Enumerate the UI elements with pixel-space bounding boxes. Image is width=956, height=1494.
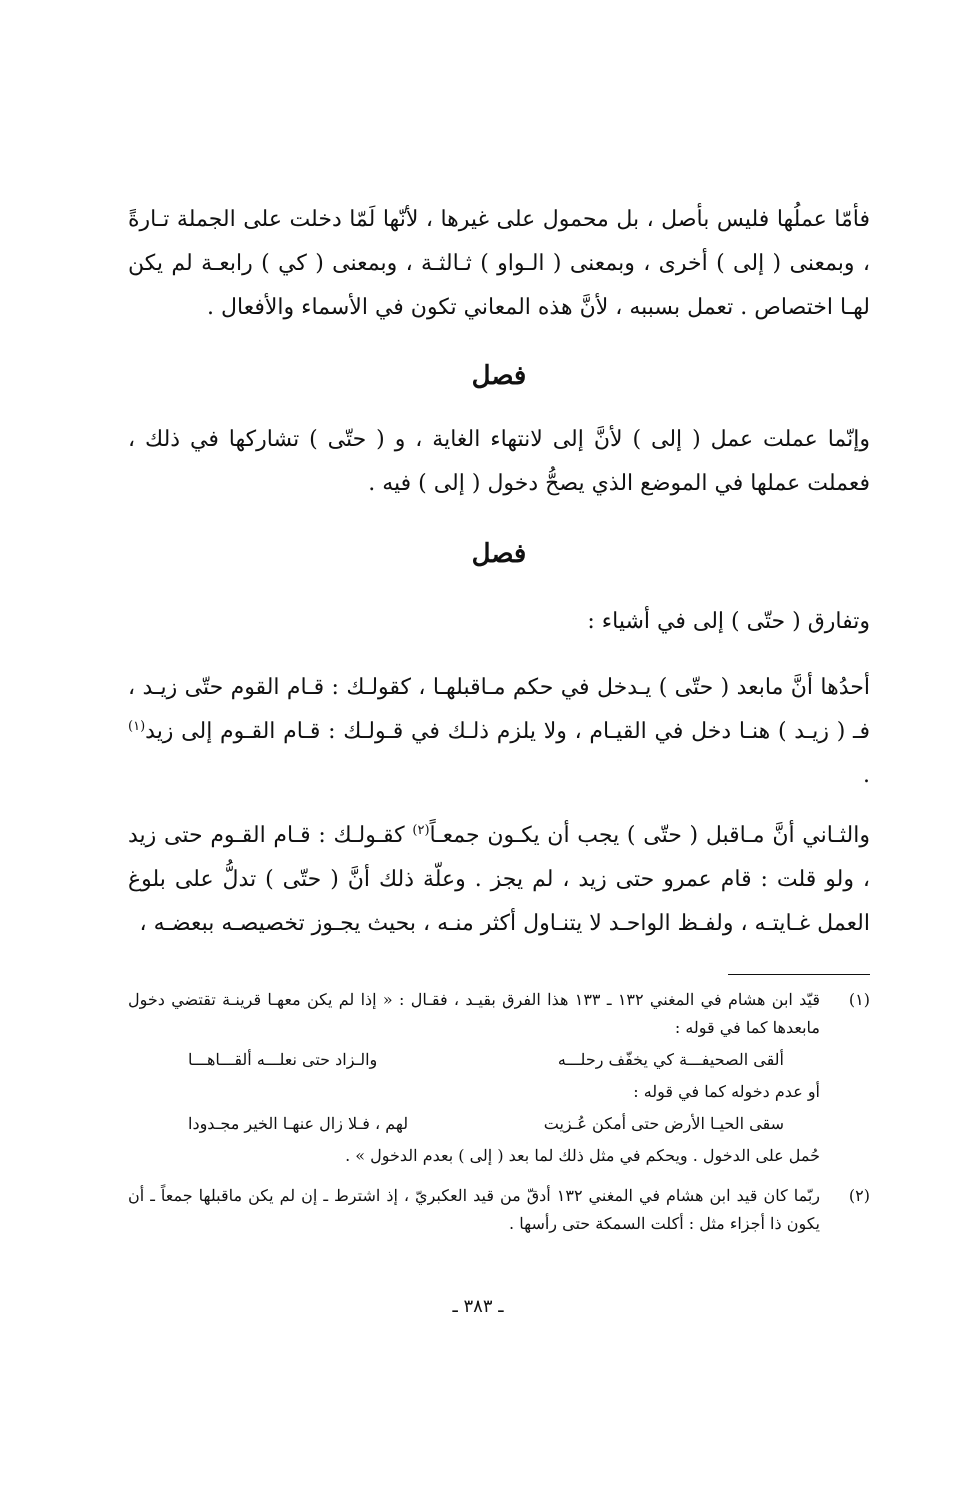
paragraph-4 [128, 666, 870, 798]
footnote-1 [128, 986, 870, 1170]
page-number: ـ ٣٨٣ ـ [452, 1296, 504, 1317]
footnote-1-verse-1 [128, 1046, 820, 1074]
footnote-1-line-2: أو عدم دخوله كما في قوله : [633, 1082, 820, 1101]
paragraph-2: وإنّما عملت عمل ( إلى ) لأنَّ إلى لانتهاء الغاية ، و ( حتّى ) تشاركها في ذلك ، فعملت عملها في الموضع الذي يصحُّ دخول ( إلى ) فيه . [128, 427, 870, 496]
paragraph-4-end: . [863, 763, 870, 788]
footnote-1-number: (١) [848, 990, 870, 1009]
verse-2-second-hemistich: لهم ، فـلا زال عنهـا الخير مجـدودا [188, 1114, 409, 1133]
main-text [128, 198, 870, 946]
verse-2-first-hemistich: سقى الحيـا الأرض حتى أمكن عُـزيت [543, 1114, 784, 1133]
verse-1-second-hemistich: والـزاد حتى نعلـــه ألقـــاهـــا [188, 1050, 378, 1069]
footnote-ref-2: (٢) [412, 823, 430, 838]
paragraph-5-rest: كقـولـك : قـام القـوم حتى زيد ، ولو قلت : قام عمرو حتى زيد ، لم يجز . وعلّة ذلك أنَّ ( حتّى ) تدلُّ على بلوغ العمل غـايتـه ، ولفـظ الواحـد لا يتنـاول أكثر منـه ، بحيث يجـوز تخصيصـه ببعضـه ، [128, 823, 870, 936]
footnote-separator [728, 974, 870, 975]
footnote-1-line-3: حُمل على الدخول . ويحكم في مثل ذلك لما بعد ( إلى ) بعدم الدخول » . [345, 1146, 820, 1165]
paragraph-3: وتفارق ( حتّى ) إلى في أشياء : [587, 609, 870, 634]
footnotes [128, 986, 870, 1238]
footnote-2 [128, 1182, 870, 1238]
footnote-ref-1: (١) [128, 719, 146, 734]
footnote-1-line-1: قيّد ابن هشام في المغني ١٣٢ ـ ١٣٣ هذا الفرق بقيـد ، فقـال : « إذا لم يكن معهـا قرينـة تقتضي دخول مابعدها كما في قوله : [128, 990, 821, 1037]
verse-1-first-hemistich: ألقى الصحيفـــة كي يخفّف رحلـــه [557, 1050, 784, 1069]
footnote-1-verse-2 [128, 1110, 820, 1138]
section-heading-2: فصل [471, 539, 527, 569]
paragraph-1: فأمّا عملُها فليس بأصل ، بل محمول على غيرها ، لأنّها لَمّا دخلت على الجملة تـارةً ، وبمعنى ( إلى ) أخرى ، وبمعنى ( الـواو ) ثـالثـة ، وبمعنى ( كي ) رابعـة لم يكن لهـا اختصاص . تعمل بسببه ، لأنَّ هذه المعاني تكون في الأسماء والأفعال . [128, 207, 870, 320]
paragraph-5-start: والثـاني أنَّ مـاقبل ( حتّى ) يجب أن يكـون جمعـاً [429, 823, 870, 848]
footnote-2-text: ربّما كان قيد ابن هشام في المغني ١٣٢ أدقّ من قيد العكبريّ ، إذ اشترط ـ إن لم يكن ماقبلها جمعاً ـ أن يكون ذا أجزاء مثل : أكلت السمكة حتى رأسها . [128, 1186, 821, 1233]
paragraph-4-text: أحدُها أنَّ مابعد ( حتّى ) يـدخل في حكم مـاقبلهـا ، كقولـك : قـام القوم حتّى زيـد ، فـ ( زيـد ) هنـا دخل في القيـام ، ولا يلزم ذلـك في قـولـك : قـام القـوم إلى زيد [128, 675, 870, 744]
paragraph-5 [128, 814, 870, 946]
section-heading-1: فصل [471, 361, 527, 391]
footnote-2-number: (٢) [848, 1186, 870, 1205]
